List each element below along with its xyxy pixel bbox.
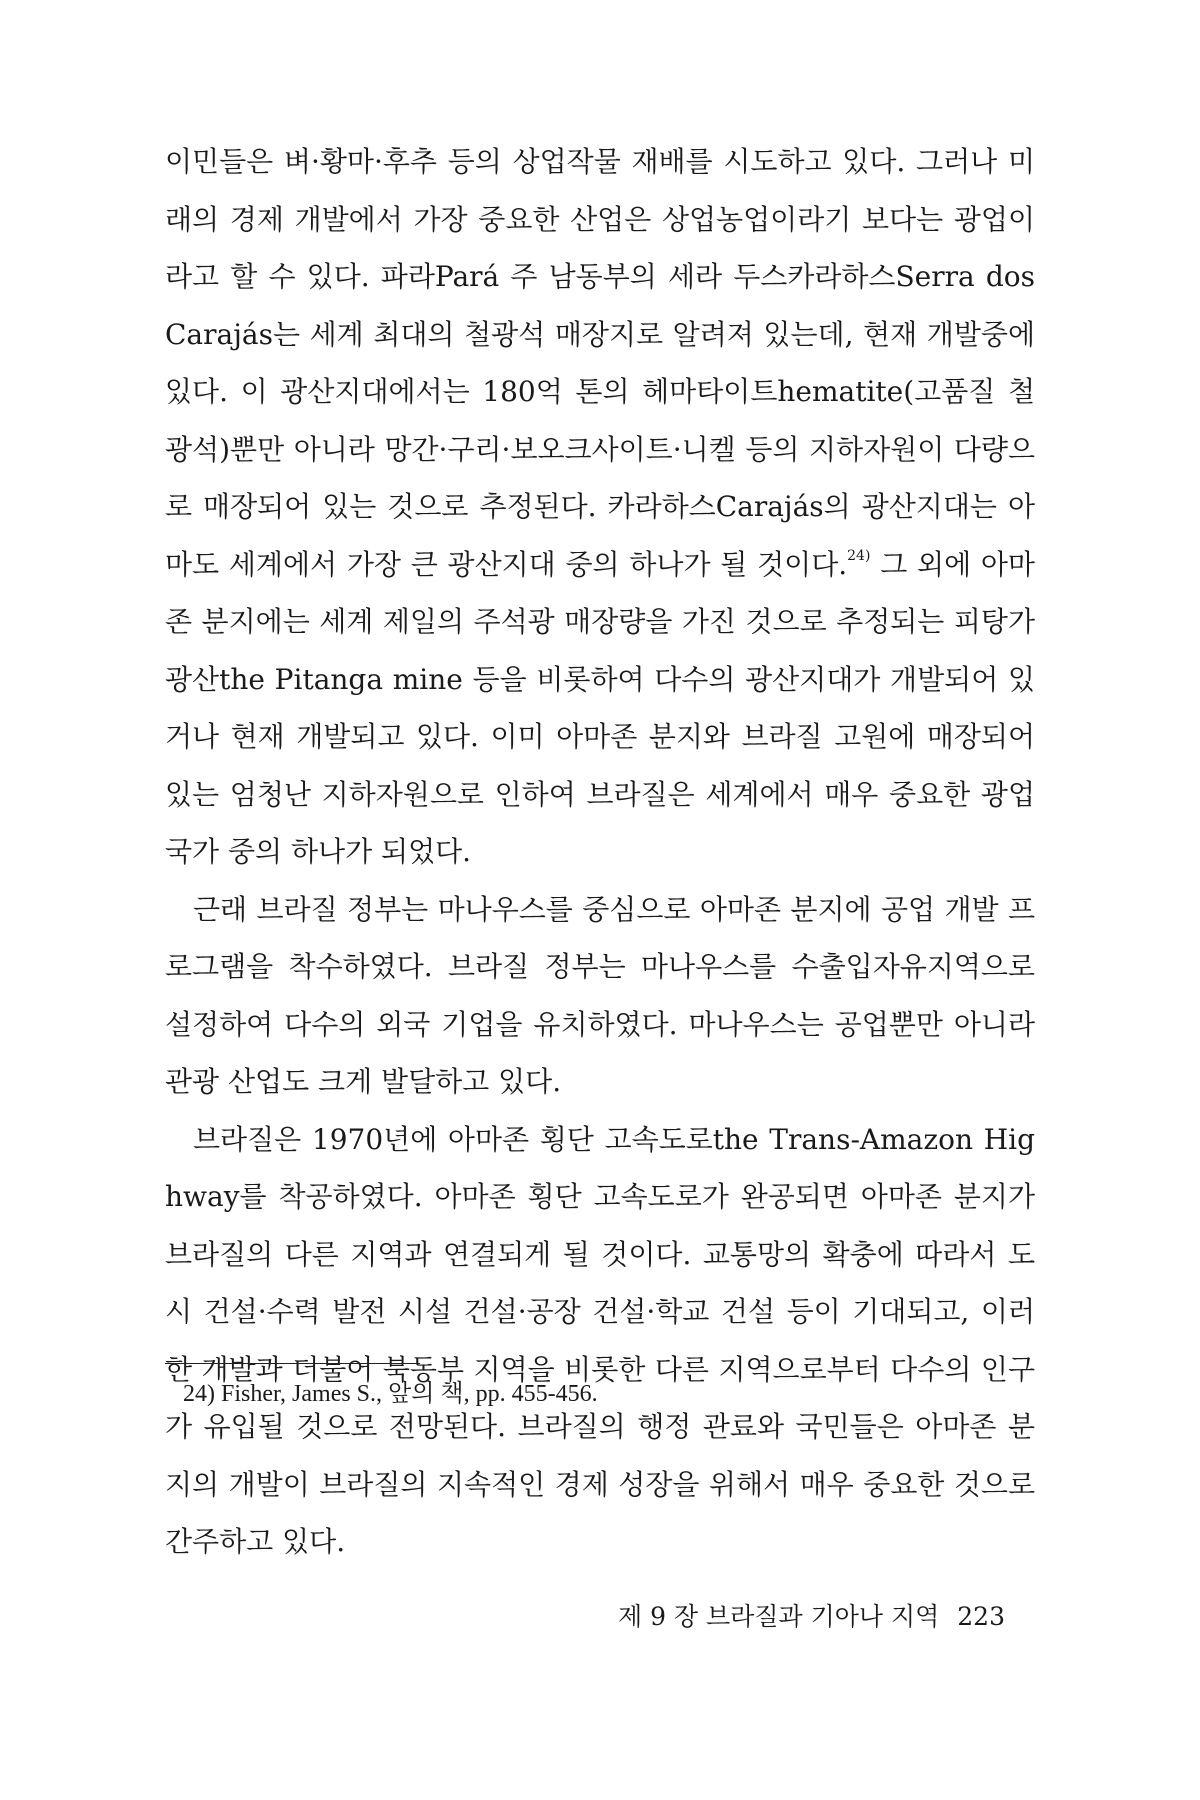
running-footer	[575, 1600, 1005, 1634]
paragraph-1	[165, 133, 1035, 881]
paragraph-3: 브라질은 1970년에 아마존 횡단 고속도로the Trans-Amazon Highway를 착공하였다. 아마존 횡단 고속도로가 완공되면 아마존 분지가 브라질의 다른 지역과 연결되게 될 것이다. 교통망의 확충에 따라서 도시 건설·수력 발전 시설 건설·공장 건설·학교 건설 등이 기대되고, 이러한 개발과 더불어 북동부 지역을 비롯한 다른 지역으로부터 다수의 인구가 유입될 것으로 전망된다. 브라질의 행정 관료와 국민들은 아마존 분지의 개발이 브라질의 지속적인 경제 성장을 위해서 매우 중요한 것으로 간주하고 있다.	[165, 1122, 1035, 1558]
chapter-title: 제 9 장 브라질과 기아나 지역	[617, 1602, 940, 1631]
main-text	[165, 133, 1035, 1571]
footnote-reference: 24)	[847, 547, 871, 564]
paragraph-1-continued: 그 외에 아마존 분지에는 세계 제일의 주석광 매장량을 가진 것으로 추정되는 피탕가 광산the Pitanga mine 등을 비롯하여 다수의 광산지대가 개발되어 있거나 현재 개발되고 있다. 이미 아마존 분지와 브라질 고원에 매장되어 있는 엄청난 지하자원으로 인하여 브라질은 세계에서 매우 중요한 광업 국가 중의 하나가 되었다.	[165, 547, 1035, 868]
footnote: 24) Fisher, James S., 앞의 책, pp. 455-456.	[183, 1381, 598, 1407]
footnote-divider	[165, 1363, 420, 1364]
paragraph-1-text: 이민들은 벼·황마·후추 등의 상업작물 재배를 시도하고 있다. 그러나 미래의 경제 개발에서 가장 중요한 산업은 상업농업이라기 보다는 광업이라고 할 수 있다. 파라Pará 주 남동부의 세라 두스카라하스Serra dos Carajás는 세계 최대의 철광석 매장지로 알려져 있는데, 현재 개발중에 있다. 이 광산지대에서는 180억 톤의 헤마타이트hematite(고품질 철광석)뿐만 아니라 망간·구리·보오크사이트·니켈 등의 지하자원이 다량으로 매장되어 있는 것으로 추정된다. 카라하스Carajás의 광산지대는 아마도 세계에서 가장 큰 광산지대 중의 하나가 될 것이다.	[165, 145, 1035, 581]
page-number: 223	[957, 1602, 1005, 1631]
paragraph-2: 근래 브라질 정부는 마나우스를 중심으로 아마존 분지에 공업 개발 프로그램을 착수하였다. 브라질 정부는 마나우스를 수출입자유지역으로 설정하여 다수의 외국 기업을 유치하였다. 마나우스는 공업뿐만 아니라 관광 산업도 크게 발달하고 있다.	[165, 892, 1035, 1098]
